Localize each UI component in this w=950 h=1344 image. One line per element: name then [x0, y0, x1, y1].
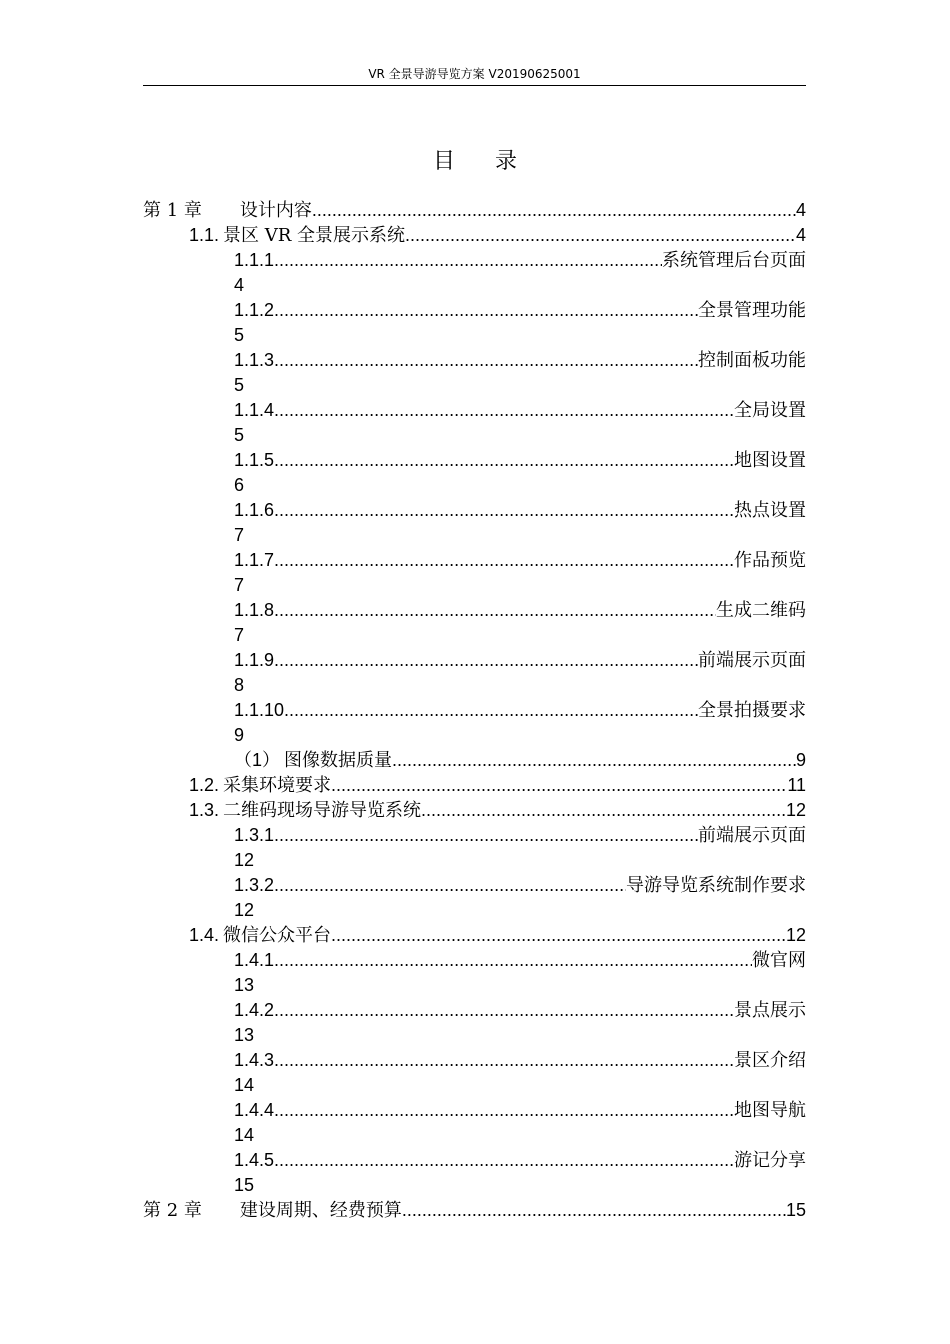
- toc-page-number: 11: [787, 775, 806, 795]
- toc-entry[interactable]: [143, 773, 806, 798]
- toc-entry[interactable]: [143, 248, 806, 273]
- toc-entry-title: 全局设置: [734, 400, 806, 421]
- toc-entry-number: 1.2.: [189, 775, 220, 795]
- toc-leader-dots: [284, 698, 698, 723]
- toc-leader-dots: [274, 598, 716, 623]
- toc-leader-dots: [274, 998, 734, 1023]
- toc-entry[interactable]: [143, 923, 806, 948]
- toc-entry-number: 1.1.2: [234, 300, 275, 320]
- toc-entry-title: 微信公众平台: [223, 925, 332, 946]
- toc-entry-title: 景区 VR 全景展示系统: [223, 225, 406, 246]
- toc-entry-title: 热点设置: [734, 500, 806, 521]
- toc-page-number: 14: [234, 1075, 255, 1095]
- toc-entry-title: 导游导览系统制作要求: [626, 875, 806, 896]
- toc-entry-number: 1.1.6: [234, 500, 275, 520]
- toc-leader-dots: [421, 798, 786, 823]
- toc-leader-dots: [392, 748, 796, 773]
- toc-leader-dots: [402, 1198, 786, 1223]
- toc-entry[interactable]: [143, 948, 806, 973]
- toc-entry-number: 1.4.2: [234, 1000, 275, 1020]
- toc-entry-number: 1.1.5: [234, 450, 275, 470]
- toc-entry-title: 景点展示: [734, 1000, 806, 1021]
- toc-entry-number: 1.1.3: [234, 350, 275, 370]
- toc-entry-number: 1.1.1: [234, 250, 275, 270]
- toc-page-number: 15: [234, 1175, 255, 1195]
- toc-entry[interactable]: [143, 1098, 806, 1123]
- toc-leader-dots: [274, 398, 734, 423]
- toc-leader-dots: [274, 348, 698, 373]
- toc-entry-title: 控制面板功能: [698, 350, 806, 371]
- header-rule: [143, 85, 806, 86]
- toc-leader-dots: [274, 648, 698, 673]
- toc-page-number: 8: [234, 675, 245, 695]
- toc-entry-title: 微官网: [752, 950, 806, 971]
- toc-page-number: 6: [234, 475, 245, 495]
- toc-entry[interactable]: [143, 548, 806, 573]
- toc-entry[interactable]: [143, 698, 806, 723]
- toc-entry-title: 采集环境要求: [223, 775, 332, 796]
- toc-entry[interactable]: [143, 398, 806, 423]
- toc-page-number: 7: [234, 575, 245, 595]
- toc-page-number: 5: [234, 325, 245, 345]
- toc-leader-dots: [274, 548, 734, 573]
- toc-entry[interactable]: [143, 1148, 806, 1173]
- toc-page-number: 4: [795, 225, 806, 245]
- toc-entry[interactable]: [143, 823, 806, 848]
- toc-entry-number: 1.4.5: [234, 1150, 275, 1170]
- toc-leader-dots: [274, 1148, 734, 1173]
- toc-page-number: 13: [234, 975, 255, 995]
- toc-entry-number: 1.1.8: [234, 600, 275, 620]
- toc-entry[interactable]: [143, 748, 806, 773]
- page-header: VR 全景导游导览方案 V20190625001: [368, 67, 581, 81]
- toc-page-number: 12: [785, 800, 806, 820]
- toc-entry-number: （1）: [234, 750, 281, 770]
- toc-entry[interactable]: [143, 998, 806, 1023]
- toc-entry-title: 图像数据质量: [284, 750, 393, 771]
- toc-entry-title: 系统管理后台页面: [662, 250, 806, 271]
- toc-entry-title: 全景管理功能: [698, 300, 806, 321]
- toc-entry-number: 1.4.1: [234, 950, 275, 970]
- toc-entry-title: 地图导航: [734, 1100, 806, 1121]
- toc-entry-title: 前端展示页面: [698, 825, 806, 846]
- toc-entry[interactable]: [143, 198, 806, 223]
- toc-entry[interactable]: [143, 1198, 806, 1223]
- toc-page-number: 9: [795, 750, 806, 770]
- toc-page-number: 5: [234, 425, 245, 445]
- toc-entry[interactable]: [143, 798, 806, 823]
- toc-entry[interactable]: [143, 298, 806, 323]
- toc-page-number: 7: [234, 525, 245, 545]
- toc-entry-title: 游记分享: [734, 1150, 806, 1171]
- toc-entry-title: 前端展示页面: [698, 650, 806, 671]
- toc-page-number: 12: [234, 850, 255, 870]
- toc-entry-title: 地图设置: [734, 450, 806, 471]
- toc-leader-dots: [274, 1048, 734, 1073]
- toc-entry-number: 1.1.: [189, 225, 220, 245]
- toc-leader-dots: [274, 873, 626, 898]
- toc-entry[interactable]: [143, 873, 806, 898]
- toc-title: 目录: [432, 149, 557, 174]
- toc-entry[interactable]: [143, 648, 806, 673]
- toc-page-number: 5: [234, 375, 245, 395]
- toc-leader-dots: [274, 1098, 734, 1123]
- toc-leader-dots: [274, 298, 698, 323]
- toc-leader-dots: [274, 448, 734, 473]
- toc-entry-title: 景区介绍: [734, 1050, 806, 1071]
- toc-page-number: 15: [785, 1200, 806, 1220]
- toc-page-number: 4: [234, 275, 245, 295]
- toc-entry-number: 1.1.4: [234, 400, 275, 420]
- toc-entry-number: 1.1.10: [234, 700, 285, 720]
- toc-entry-number: 1.3.2: [234, 875, 275, 895]
- toc-entry-number: 1.1.7: [234, 550, 275, 570]
- toc-page-number: 4: [795, 200, 806, 220]
- toc-entry-number: 1.3.: [189, 800, 220, 820]
- toc-entry-number: 第 1 章: [143, 200, 202, 221]
- toc-leader-dots: [405, 223, 796, 248]
- toc-leader-dots: [331, 773, 787, 798]
- toc-entry-title: 全景拍摄要求: [698, 700, 806, 721]
- toc-page-number: 7: [234, 625, 245, 645]
- toc-entry-title: 二维码现场导游导览系统: [223, 800, 422, 821]
- toc-entry-number: 1.4.3: [234, 1050, 275, 1070]
- toc-leader-dots: [331, 923, 786, 948]
- toc-page-number: 14: [234, 1125, 255, 1145]
- toc-entry-number: 1.4.: [189, 925, 220, 945]
- toc-entry[interactable]: [143, 498, 806, 523]
- toc-entry-title: 设计内容: [239, 200, 312, 221]
- toc-entry-number: 1.4.4: [234, 1100, 275, 1120]
- toc-leader-dots: [274, 948, 752, 973]
- toc-entry-title: 作品预览: [734, 550, 806, 571]
- toc-entry-title: 建设周期、经费预算: [239, 1200, 402, 1221]
- toc-leader-dots: [274, 498, 734, 523]
- toc-page-number: 9: [234, 725, 245, 745]
- toc-entry[interactable]: [143, 348, 806, 373]
- toc-page-number: 12: [234, 900, 255, 920]
- toc-leader-dots: [274, 823, 698, 848]
- toc-entry-title: 生成二维码: [716, 600, 806, 621]
- table-of-contents: [143, 198, 806, 1223]
- toc-page-number: 12: [785, 925, 806, 945]
- toc-leader-dots: [274, 248, 662, 273]
- toc-entry[interactable]: [143, 598, 806, 623]
- toc-leader-dots: [312, 198, 796, 223]
- toc-entry-number: 1.1.9: [234, 650, 275, 670]
- toc-entry[interactable]: [143, 223, 806, 248]
- toc-page-number: 13: [234, 1025, 255, 1045]
- toc-entry-number: 1.3.1: [234, 825, 275, 845]
- toc-entry-number: 第 2 章: [143, 1200, 202, 1221]
- toc-entry[interactable]: [143, 448, 806, 473]
- toc-entry[interactable]: [143, 1048, 806, 1073]
